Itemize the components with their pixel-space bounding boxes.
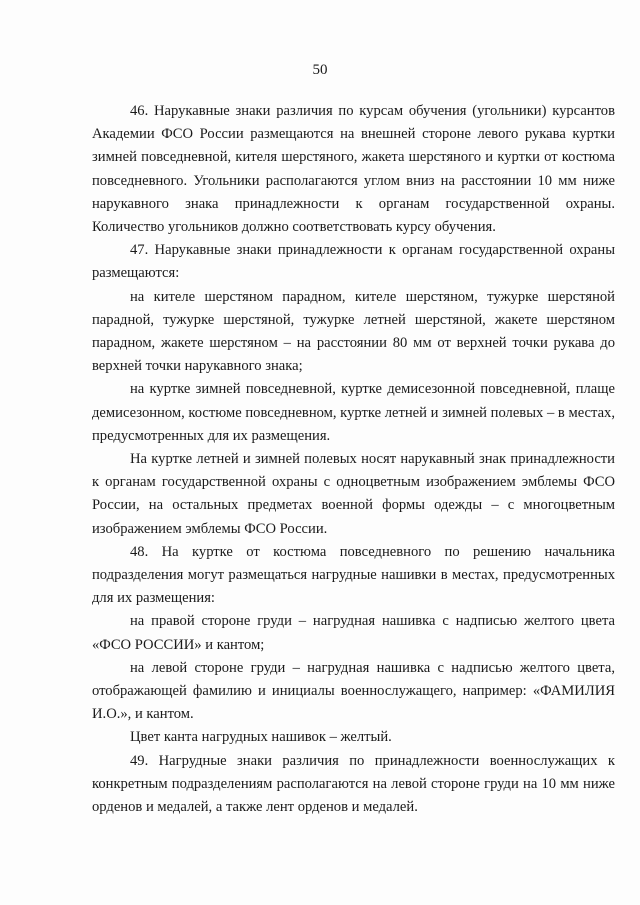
paragraph-49: 49. Нагрудные знаки различия по принадлежности военнослужащих к конкретным подразделениям располагаются на левой стороне груди на 10 мм ниже орденов и медалей, а также лент орденов и медалей. bbox=[92, 752, 615, 816]
paragraph-47-item-1: на кителе шерстяном парадном, кителе шерстяном, тужурке шерстяной парадной, тужурке шерстяной, тужурке летней шерстяной, жакете шерстяном парадном, жакете шерстяном – на расстоянии 80 мм от верхней точки рукава до верхней точки нарукавного знака; bbox=[92, 288, 615, 375]
paragraph-47-note: На куртке летней и зимней полевых носят нарукавный знак принадлежности к органам государственной охраны с одноцветным изображением эмблемы ФСО России, на остальных предметах военной формы одежды – с многоцветным изображением эмблемы ФСО России. bbox=[92, 451, 615, 537]
paragraph-48-item-1: на правой стороне груди – нагрудная нашивка с надписью желтого цвета «ФСО РОССИИ» и кантом; bbox=[92, 613, 615, 653]
paragraph-47: 47. Нарукавные знаки принадлежности к органам государственной охраны размещаются: bbox=[92, 242, 615, 282]
paragraph-48-note: Цвет канта нагрудных нашивок – желтый. bbox=[130, 729, 392, 746]
page-number: 50 bbox=[312, 62, 328, 78]
paragraph-48: 48. На куртке от костюма повседневного по решению начальника подразделения могут размещаться нагрудные нашивки в местах, предусмотренных для их размещения: bbox=[92, 543, 615, 607]
document-body bbox=[92, 100, 615, 819]
paragraph-47-item-2: на куртке зимней повседневной, куртке демисезонной повседневной, плаще демисезонном, костюме повседневном, куртке летней и зимней полевых – в местах, предусмотренных для их размещения. bbox=[92, 381, 615, 444]
paragraph-48-item-2: на левой стороне груди – нагрудная нашивка с надписью желтого цвета, отображающей фамилию и инициалы военнослужащего, например: «ФАМИЛИЯ И.О.», и кантом. bbox=[92, 659, 615, 723]
paragraph-46: 46. Нарукавные знаки различия по курсам обучения (угольники) курсантов Академии ФСО России размещаются на внешней стороне левого рукава куртки зимней повседневной, кителя шерстяного, жакета шерстяного и куртки от костюма повседневного. Угольники располагаются углом вниз на расстоянии 10 мм ниже нарукавного знака принадлежности к органам государственной охраны. Количество угольников должно соответствовать курсу обучения. bbox=[92, 103, 615, 236]
